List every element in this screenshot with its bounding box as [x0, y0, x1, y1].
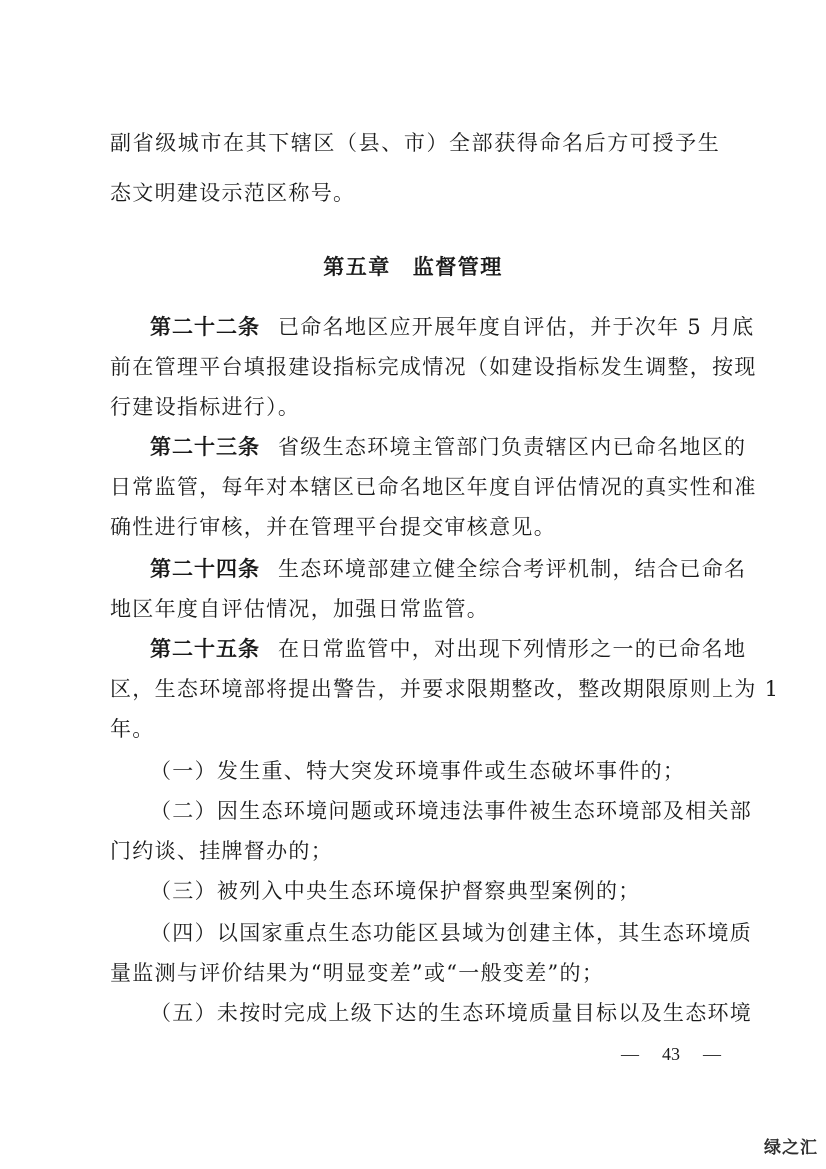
chapter-title: 监督管理	[412, 255, 503, 279]
article-25-title: 第二十五条	[150, 637, 260, 661]
watermark-logo: 绿之汇	[764, 1138, 818, 1158]
article-22-title: 第二十二条	[150, 315, 260, 339]
page-number-footer	[621, 1042, 721, 1066]
article-24-title: 第二十四条	[150, 557, 260, 581]
item-2-line-1: （二）因生态环境问题或环境违法事件被生态环境部及相关部	[150, 799, 753, 823]
article-23-title: 第二十三条	[150, 435, 260, 459]
article-25-line-2: 区，生态环境部将提出警告，并要求限期整改，整改期限原则上为 1	[110, 677, 780, 701]
article-22-line-3: 行建设指标进行）。	[110, 395, 301, 419]
article-24-line-1	[150, 554, 747, 584]
article-24-line-2: 地区年度自评估情况，加强日常监管。	[110, 597, 490, 621]
continuation-line-1: 副省级城市在其下辖区（县、市）全部获得命名后方可授予生	[110, 131, 720, 155]
item-4-line-1: （四）以国家重点生态功能区县域为创建主体，其生态环境质	[150, 921, 753, 945]
item-3-line-1: （三）被列入中央生态环境保护督察典型案例的；	[150, 879, 641, 903]
article-23-text-1: 省级生态环境主管部门负责辖区内已命名地区的	[278, 435, 747, 459]
item-2-line-2: 门约谈、挂牌督办的；	[110, 839, 333, 863]
page-number-dash-right: —	[703, 1044, 721, 1064]
article-24-text-1: 生态环境部建立健全综合考评机制，结合已命名	[278, 557, 747, 581]
article-22-line-2: 前在管理平台填报建设指标完成情况（如建设指标发生调整，按现	[110, 355, 757, 379]
item-4-line-2: 量监测与评价结果为“明显变差”或“一般变差”的；	[110, 961, 605, 985]
continuation-line-2: 态文明建设示范区称号。	[110, 181, 356, 205]
page-number: 43	[662, 1044, 680, 1064]
item-5-line-1: （五）未按时完成上级下达的生态环境质量目标以及生态环境	[150, 1001, 753, 1025]
article-22-line-1	[150, 312, 755, 342]
article-25-line-3: 年。	[110, 717, 155, 741]
article-23-line-2: 日常监管，每年对本辖区已命名地区年度自评估情况的真实性和准	[110, 475, 757, 499]
article-25-line-1	[150, 634, 747, 664]
article-22-text-1: 已命名地区应开展年度自评估，并于次年 5 月底	[278, 315, 755, 339]
article-23-line-3: 确性进行审核，并在管理平台提交审核意见。	[110, 515, 556, 539]
page-number-dash-left: —	[621, 1044, 639, 1064]
chapter-number: 第五章	[323, 255, 391, 279]
article-23-line-1	[150, 432, 747, 462]
chapter-heading	[0, 252, 826, 282]
article-25-text-1: 在日常监管中，对出现下列情形之一的已命名地	[278, 637, 747, 661]
item-1-line-1: （一）发生重、特大突发环境事件或生态破坏事件的；	[150, 759, 686, 783]
